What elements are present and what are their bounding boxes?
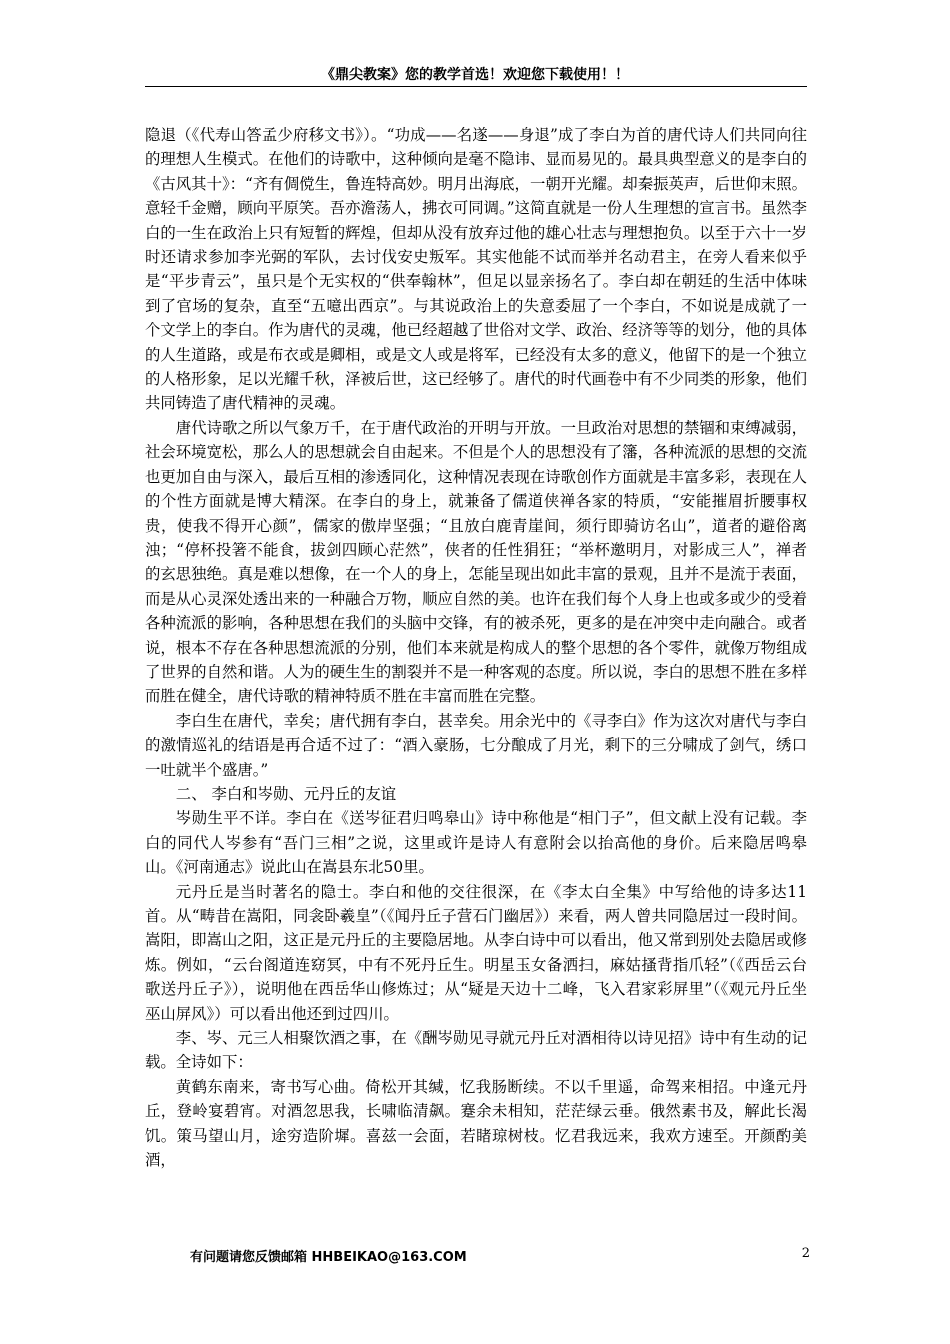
paragraph-5: 元丹丘是当时著名的隐士。李白和他的交往很深，在《李太白全集》中写给他的诗多达11首。从“畴昔在嵩阳，同衾卧羲皇”（《闻丹丘子营石门幽居》）来看，两人曾共同隐居过一段时间。嵩阳，即嵩山之阳，这正是元丹丘的主要隐居地。从李白诗中可以看出，他又常到别处去隐居或修炼。例如，“云台阁道连窈冥，中有不死丹丘生。明星玉女备洒扫，麻姑搔背指爪轻”（《西岳云台歌送丹丘子》），说明他在西岳华山修炼过；从“疑是天边十二峰，飞入君家彩屏里”（《观元丹丘坐巫山屏风》）可以看出他还到过四川。 [145, 882, 807, 1023]
paragraph-4: 岑勋生平不详。李白在《送岑征君归鸣皋山》诗中称他是“相门子”，但文献上没有记载。李白的同代人岑参有“吾门三相”之说，这里或许是诗人有意附会以抬高他的身价。后来隐居鸣皋山。《河南通志》说此山在嵩县东北50里。 [145, 809, 807, 877]
document-body [145, 123, 807, 1172]
paragraph-2: 唐代诗歌之所以气象万千，在于唐代政治的开明与开放。一旦政治对思想的禁锢和束缚减弱，社会环境宽松，那么人的思想就会自由起来。不但是个人的思想没有了籓，各种流派的思想的交流也更加自由与深入，最后互相的渗透同化，这种情况表现在诗歌创作方面就是丰富多彩，表现在人的个性方面就是博大精深。在李白的身上，就兼备了儒道侠禅各家的特质，“安能摧眉折腰事权贵，使我不得开心颜”，儒家的傲岸坚强；“且放白鹿青崖间，须行即骑访名山”，道者的避俗离浊；“停杯投箸不能食，拔剑四顾心茫然”，侠者的任性狷狂；“举杯邀明月，对影成三人”，禅者的玄思独绝。真是难以想像，在一个人的身上，怎能呈现出如此丰富的景观，且并不是流于表面，而是从心灵深处透出来的一种融合万物，顺应自然的美。也许在我们每个人身上也或多或少的受着各种流派的影响，各种思想在我们的头脑中交锋，有的被杀死，更多的是在冲突中走向融合。或者说，根本不存在各种思想流派的分别，他们本来就是构成人的整个思想的各个零件，就像万物组成了世界的自然和谐。人为的硬生生的割裂并不是一种客观的态度。所以说，李白的思想不胜在多样而胜在健全，唐代诗歌的精神特质不胜在丰富而胜在完整。 [145, 418, 807, 706]
paragraph-3: 李白生在唐代，幸矣；唐代拥有李白，甚幸矣。用余光中的《寻李白》作为这次对唐代与李白的激情巡礼的结语是再合适不过了：“酒入豪肠，七分酿成了月光，剩下的三分啸成了剑气，绣口一吐就半个盛唐。” [145, 711, 807, 779]
page-header: 《鼎尖教案》您的教学首选！欢迎您下载使用！！ [321, 67, 629, 83]
paragraph-1: 隐退（《代寿山答孟少府移文书》）。“功成——名遂——身退”成了李白为首的唐代诗人们共同向往的理想人生模式。在他们的诗歌中，这种倾向是毫不隐讳、显而易见的。最具典型意义的是李白的《古风其十》：“齐有倜傥生，鲁连特高妙。明月出海底，一朝开光耀。却秦振英声，后世仰末照。意轻千金赠，顾向平原笑。吾亦澹荡人，拂衣可同调。”这简直就是一份人生理想的宣言书。虽然李白的一生在政治上只有短暂的辉煌，但却从没有放弃过他的雄心壮志与理想抱负。以至于六十一岁时还请求参加李光弼的军队，去讨伐安史叛军。其实他能不试而举并名动君主，在旁人看来似乎是“平步青云”，虽只是个无实权的“供奉翰林”，但足以显亲扬名了。李白却在朝廷的生活中体味到了官场的复杂，直至“五噫出西京”。与其说政治上的失意委屈了一个李白，不如说是成就了一个文学上的李白。作为唐代的灵魂，他已经超越了世俗对文学、政治、经济等等的划分，他的具体的人生道路，或是布衣或是卿相，或是文人或是将军，已经没有太多的意义，他留下的是一个独立的人格形象，足以光耀千秋，泽被后世，这已经够了。唐代的时代画卷中有不少同类的形象，他们共同铸造了唐代精神的灵魂。 [145, 126, 807, 413]
footer-feedback-text: 有问题请您反馈邮箱 HHBEIKAO@163.COM [190, 1250, 467, 1265]
page-number: 2 [801, 1246, 810, 1261]
section-heading: 二、 李白和岑勋、元丹丘的友谊 [175, 784, 397, 803]
paragraph-6: 李、岑、元三人相聚饮酒之事，在《酬岑勋见寻就元丹丘对酒相待以诗见招》诗中有生动的记载。全诗如下： [145, 1029, 807, 1072]
header-rule [145, 86, 807, 87]
page-footer [190, 1246, 810, 1265]
poem-paragraph: 黄鹤东南来，寄书写心曲。倚松开其缄，忆我肠断续。不以千里遥，命驾来相招。中逢元丹丘，登岭宴碧宵。对酒忽思我，长啸临清飙。蹇余未相知，茫茫绿云垂。俄然素书及，解此长渴饥。策马望山月，途穷造阶墀。喜兹一会面，若睹琼树枝。忆君我远来，我欢方速至。开颜酌美酒， [145, 1077, 807, 1170]
